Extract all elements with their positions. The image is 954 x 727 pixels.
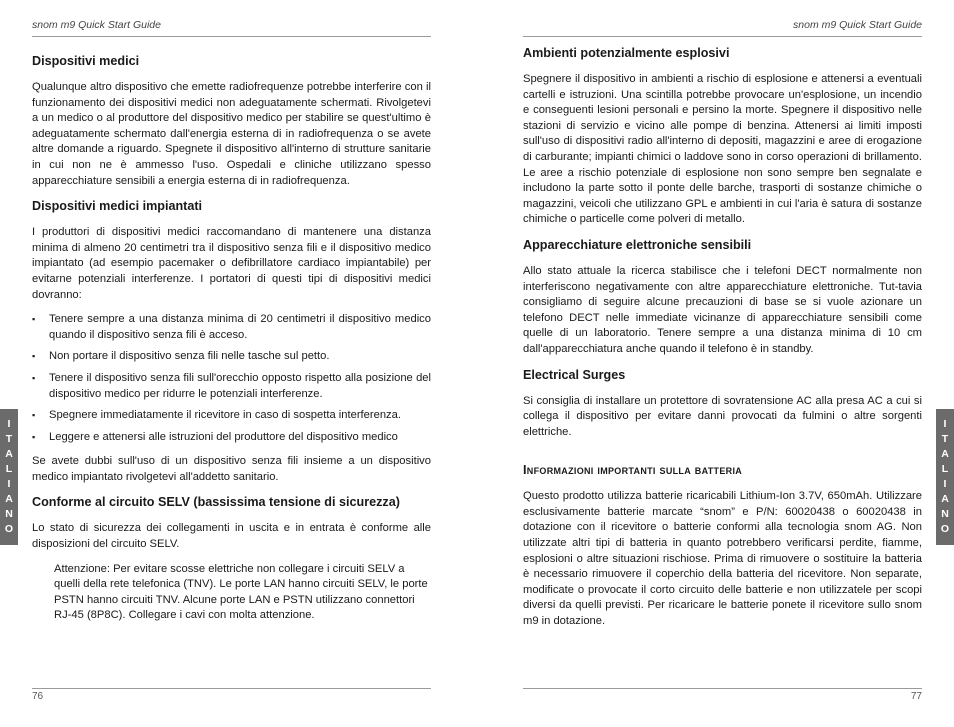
paragraph: Si consiglia di installare un protettore di sovratensione AC alla presa AC a cui si collega il dispositivo per evitare danni provocati da fulmini o altre sorgenti elettriche.: [523, 394, 922, 438]
header-rule: [523, 36, 922, 37]
tab-letter: N: [5, 508, 13, 520]
language-side-tab: [0, 409, 18, 545]
tab-letter: O: [4, 523, 14, 535]
paragraph: Questo prodotto utilizza batterie ricaricabili Lithium-Ion 3.7V, 650mAh. Utilizzare esclusivamente batterie marcate “snom” e P/N: 60020438 o 60020438 in dotazione con il ricevitore o batterie conformi alla tecnologia snom AG. Non utilizzate altri tipi di batteria in quanto potrebbero verificarsi perdite, fiamme, esplosioni o altre situazioni rischiose. Prima di rimuovere o sostituire la batteria è necessario rimuovere il coperchio della batteria del ricevitore. Non separate, modificate o provocate il corto circuito delle batterie e non utilizzatele per scopi diversi da quelli previsti. Per ricaricare le batterie ponete il ricevitore sullo snom m9 in dotazione.: [523, 490, 922, 628]
list-item: ▪ Non portare il dispositivo senza fili nelle tasche sul petto.: [32, 349, 431, 365]
section-heading: Informazioni importanti sulla batteria: [523, 463, 743, 478]
paragraph: I produttori di dispositivi medici raccomandano di mantenere una distanza minima di almeno 20 centimetri tra il dispositivo senza fili e il dispositivo medico impiantato (ad esempio pacemaker o defibrillatore cardiaco impiantabile) per evitarne potenziali interferenze. I portatori di questi tipi di dispositivi medici dovranno:: [32, 226, 431, 301]
bullet-list: [32, 312, 431, 445]
section-heading: Dispositivi medici: [32, 54, 140, 68]
tab-letter: T: [941, 433, 949, 445]
paragraph: Allo stato attuale la ricerca stabilisce che i telefoni DECT normalmente non interferiscono negativamente con altre apparecchiature elettroniche. Tut-tavia consigliamo di seguire alcune precauzioni di base se si vuole azionare un telefono DECT nelle immediate vicinanze di apparecchiature sensibili come quelle di un laboratorio. Tenere sempre a una distanza minima di 10 cm dall'apparecchiatura anche quando il telefono è in standby.: [523, 264, 922, 355]
page-number: 76: [32, 691, 44, 702]
footer-rule: [32, 688, 431, 689]
tab-letter: A: [5, 448, 13, 460]
list-item: ▪ Tenere il dispositivo senza fili sull'orecchio opposto rispetto alla posizione del dispositivo medico per ridurre le potenziali interferenze.: [32, 371, 431, 402]
list-item: ▪ Spegnere immediatamente il ricevitore in caso di sospetta interferenza.: [32, 408, 431, 424]
running-head: snom m9 Quick Start Guide: [32, 19, 161, 31]
tab-letter: A: [5, 493, 13, 505]
tab-letter: L: [5, 463, 13, 475]
section-heading: Conforme al circuito SELV (bassissima tensione di sicurezza): [32, 495, 400, 510]
tab-letter: L: [941, 463, 949, 475]
right-content: [523, 38, 922, 639]
paragraph: Lo stato di sicurezza dei collegamenti in uscita e in entrata è conforme alle disposizioni del circuito SELV.: [32, 522, 431, 551]
section-heading: Electrical Surges: [523, 367, 626, 382]
section-heading: Apparecchiature elettroniche sensibili: [523, 237, 752, 252]
page-number: 77: [910, 691, 922, 702]
footer-rule: [523, 688, 922, 689]
tab-letter: I: [7, 478, 11, 490]
tab-letter: N: [941, 508, 949, 520]
tab-letter: A: [941, 448, 949, 460]
tab-letter: I: [7, 418, 11, 430]
running-head: snom m9 Quick Start Guide: [793, 19, 922, 31]
tab-letter: T: [5, 433, 13, 445]
tab-letter: O: [940, 523, 950, 535]
section-heading: Dispositivi medici impiantati: [32, 199, 203, 214]
list-item: ▪ Leggere e attenersi alle istruzioni del produttore del dispositivo medico: [32, 430, 431, 446]
section-heading: Ambienti potenzialmente esplosivi: [523, 46, 730, 60]
language-side-tab: [936, 409, 954, 545]
tab-letter: A: [941, 493, 949, 505]
paragraph: Se avete dubbi sull'uso di un dispositivo senza fili insieme a un dispositivo medico impiantato rivolgetevi all'addetto sanitario.: [32, 455, 431, 483]
left-content: [32, 46, 431, 624]
header-rule: [32, 36, 431, 37]
list-item: ▪ Tenere sempre a una distanza minima di 20 centimetri il dispositivo medico quando il dispositivo senza fili è acceso.: [32, 312, 431, 343]
warning-note: Attenzione: Per evitare scosse elettriche non collegare i circuiti SELV a quelli della rete telefonica (TNV). Le porte LAN hanno circuiti SELV, le porte PSTN hanno circuiti TNV. Alcune porte LAN e PSTN utilizzano connettori RJ-45 (8P8C). Collegare i cavi con molta attenzione.: [54, 562, 428, 622]
paragraph: Spegnere il dispositivo in ambienti a rischio di esplosione e attenersi a eventuali cartelli e istruzioni. Una scintilla potrebbe provocare un'esplosione, un incendio e conseguenti lesioni personali e persino la morte. Spegnere il dispositivo nelle stazioni di servizio e vicino alle pompe di benzina. Attenersi ai limiti imposti sull'uso di dispositivi radio all'interno di depositi, magazzini e aree di erogazione di carburante; impianti chimici o laddove sono in corso operazioni di brillamento. Le aree a rischio potenziale di esplosione non sono sempre ben segnalate e includono la parte sotto il ponte delle barche, trasporti di sostanze chimiche o magazzini, veicoli che utilizzano GPL e ambienti in cui l'aria è satura di sostanze chimiche o particelle come polveri di metallo.: [523, 73, 922, 226]
paragraph: Qualunque altro dispositivo che emette radiofrequenze potrebbe interferire con il funzionamento dei dispositivi medici non adeguatamente schermati. Rivolgetevi a un medico o al produttore del dispositivo medico per stabilire se quest'ultimo è adeguatamente schermato dall'energia esterna di in radiofrequenza o se avete altre domande a riguardo. Spegnete il dispositivo all'interno di strutture sanitarie in cui non ne è ammesso l'uso. Ospedali e cliniche utilizzano spesso apparecchiature sensibili a energia esterna di in radiofrequenza.: [32, 81, 431, 187]
right-page: [477, 0, 954, 727]
tab-letter: I: [943, 478, 947, 490]
tab-letter: I: [943, 418, 947, 430]
